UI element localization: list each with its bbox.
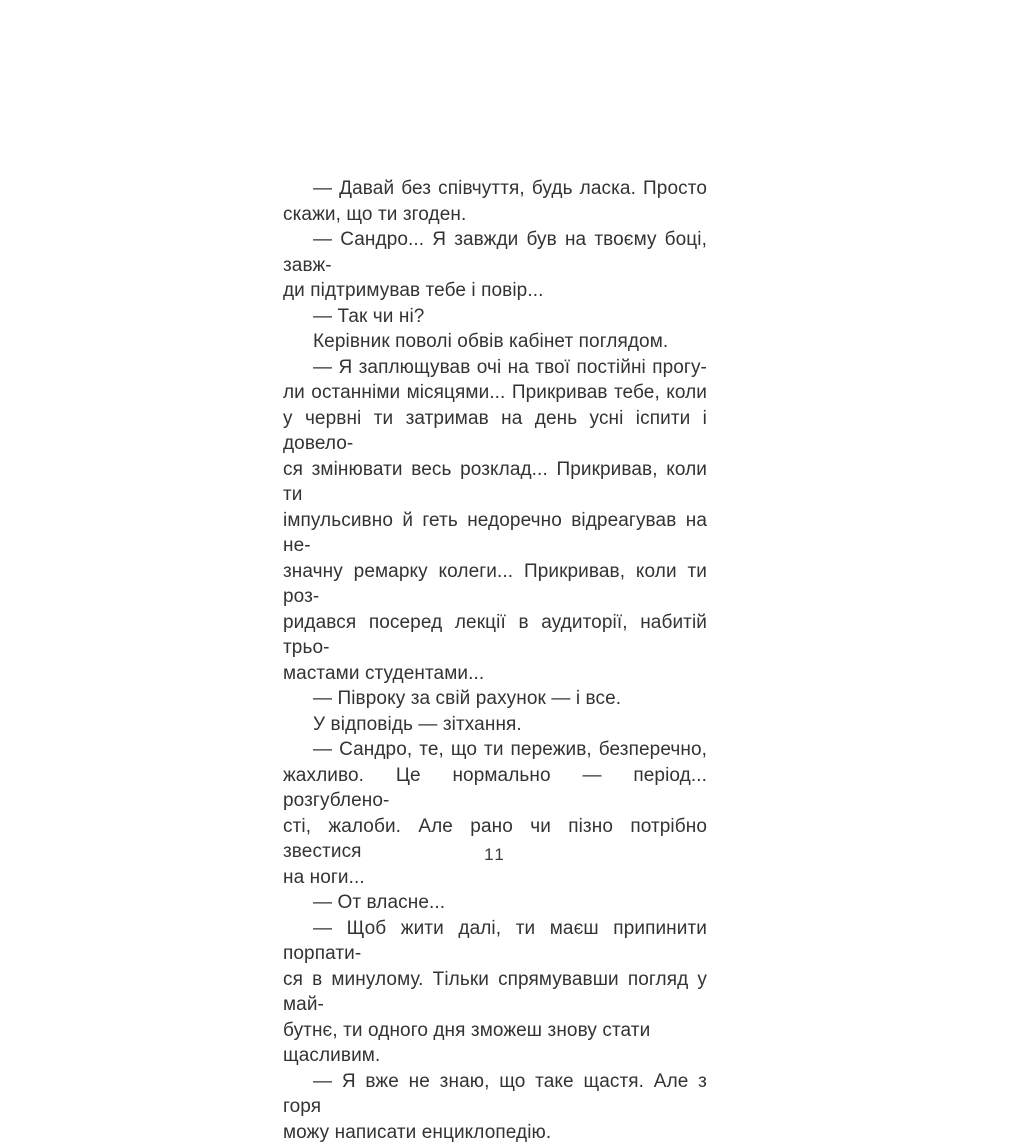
- text-line: ли останніми місяцями... Прикривав тебе, коли: [283, 380, 707, 406]
- text-line: імпульсивно й геть недоречно відреагував на не-: [283, 508, 707, 559]
- text-line: у червні ти затримав на день усні іспити і довело-: [283, 406, 707, 457]
- text-line: — Давай без співчуття, будь ласка. Просто: [283, 176, 707, 202]
- text-line: — Сандро, те, що ти пережив, безперечно,: [283, 737, 707, 763]
- text-line: — Так чи ні?: [283, 304, 707, 330]
- text-line: ся змінювати весь розклад... Прикривав, коли ти: [283, 457, 707, 508]
- text-line: скажи, що ти згоден.: [283, 202, 707, 228]
- text-line: ридався посеред лекції в аудиторії, набитій трьо-: [283, 610, 707, 661]
- text-line: Керівник поволі обвів кабінет поглядом.: [283, 329, 707, 355]
- text-line: жахливо. Це нормально — період... розгублено-: [283, 763, 707, 814]
- text-line: значну ремарку колеги... Прикривав, коли ти роз-: [283, 559, 707, 610]
- text-line: — От власне...: [283, 890, 707, 916]
- text-line: бутнє, ти одного дня зможеш знову стати щасливим.: [283, 1018, 707, 1069]
- text-line: У відповідь — зітхання.: [283, 712, 707, 738]
- text-line: мастами студентами...: [283, 661, 707, 687]
- text-line: ди підтримував тебе і повір...: [283, 278, 707, 304]
- text-line: — Півроку за свій рахунок — і все.: [283, 686, 707, 712]
- text-line: сті, жалоби. Але рано чи пізно потрібно звестися: [283, 814, 707, 865]
- text-line: — Сандро... Я завжди був на твоєму боці, завж-: [283, 227, 707, 278]
- text-line: — Я вже не знаю, що таке щастя. Але з горя: [283, 1069, 707, 1120]
- body-text: [283, 176, 707, 1145]
- text-line: — Щоб жити далі, ти маєш припинити порпати-: [283, 916, 707, 967]
- page-number: 11: [283, 845, 707, 865]
- text-line: — Я заплющував очі на твої постійні прогу-: [283, 355, 707, 381]
- text-line: ся в минулому. Тільки спрямувавши погляд у май-: [283, 967, 707, 1018]
- text-line: можу написати енциклопедію.: [283, 1120, 707, 1145]
- text-line: на ноги...: [283, 865, 707, 891]
